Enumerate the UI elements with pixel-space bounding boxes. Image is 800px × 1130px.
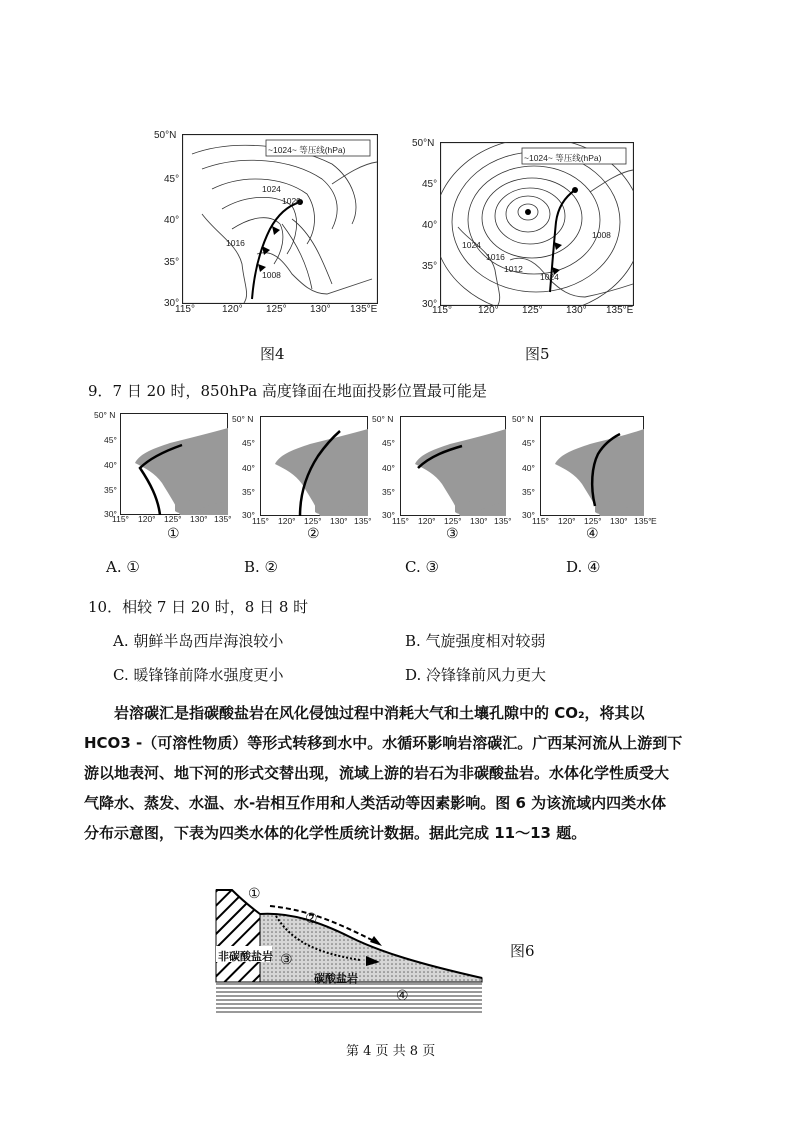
q9-stem: 9．7 日 20 时，850hPa 高度锋面在地面投影位置最可能是: [88, 382, 487, 400]
q9-map2-lat-30: 30°: [242, 510, 255, 520]
q10-option-b[interactable]: B. 气旋强度相对较弱: [405, 632, 546, 650]
fig5-isobar-1024: 1024: [462, 240, 481, 250]
fig5-isobar-1024b: 1024: [540, 272, 559, 282]
q9-map3-lon-125: 125°: [444, 516, 462, 526]
fig4-lon-130: 130°: [310, 304, 331, 315]
fig5-lat-50: 50°N: [412, 138, 435, 149]
fig4-lat-30: 30°: [164, 298, 180, 309]
q9-map3-lon-135: 135°: [494, 516, 512, 526]
q9-map2-lon-125: 125°: [304, 516, 322, 526]
q9-map4-lat-40: 40°: [522, 463, 535, 473]
fig5-lon-135: 135°E: [606, 305, 634, 316]
q9-map4-label: ④: [586, 526, 599, 542]
q9-map4-lon-135: 135°: [634, 516, 652, 526]
q9-map2-lon-120: 120°: [278, 516, 296, 526]
q9-map1-lon-120: 120°: [138, 514, 156, 524]
q9-map1-lon-125: 125°: [164, 514, 182, 524]
fig4-lat-35: 35°: [164, 257, 180, 268]
q9-map4-lat-35: 35°: [522, 487, 535, 497]
q9-map2-lat-40: 40°: [242, 463, 255, 473]
q9-map4-lat-45: 45°: [522, 438, 535, 448]
q9-map4-svg: [540, 416, 644, 516]
fig5-isobar-1008: 1008: [592, 230, 611, 240]
q9-option-d[interactable]: D. ④: [566, 558, 601, 576]
q9-map1-lat-45: 45°: [104, 435, 117, 445]
q9-map3-lat-50: 50° N: [372, 414, 394, 424]
q9-map3-svg: [400, 416, 506, 516]
q9-map3-lat-45: 45°: [382, 438, 395, 448]
q9-map3-lat-30: 30°: [382, 510, 395, 520]
fig4-lat-45: 45°: [164, 174, 180, 185]
fig4-lon-125: 125°: [266, 304, 287, 315]
q10-option-c[interactable]: C. 暖锋锋前降水强度更小: [113, 666, 284, 684]
q10-option-d[interactable]: D. 冷锋锋前风力更大: [405, 666, 547, 684]
q9-map4-lon-115: 115°: [532, 516, 549, 526]
passage-line-5: 分布示意图，下表为四类水体的化学性质统计数据。据此完成 11～13 题。: [84, 824, 587, 842]
fig5-lon-120: 120°: [478, 305, 499, 316]
fig6-label-4: ④: [396, 988, 409, 1004]
fig4-lon-135: 135°E: [350, 304, 378, 315]
fig5-caption: 图5: [525, 345, 550, 363]
q9-map3-lon-120: 120°: [418, 516, 436, 526]
q9-map1-lon-135: 135°: [214, 514, 232, 524]
q9-map3-lon-130: 130°: [470, 516, 488, 526]
fig4-lat-50: 50°N: [154, 130, 177, 141]
fig5-lon-125: 125°: [522, 305, 543, 316]
q9-map2-lon-130: 130°: [330, 516, 348, 526]
q9-map3-label: ③: [446, 526, 459, 542]
q9-option-b[interactable]: B. ②: [244, 558, 279, 576]
q9-option-c[interactable]: C. ③: [405, 558, 439, 576]
passage: [84, 698, 720, 848]
q10-stem: 10．相较 7 日 20 时，8 日 8 时: [88, 598, 309, 616]
fig4-isobar-1008: 1008: [262, 270, 281, 280]
fig6-label-3: ③: [280, 952, 293, 968]
q9-map4-lat-50: 50° N: [512, 414, 534, 424]
q10-option-a[interactable]: A. 朝鲜半岛西岸海浪较小: [113, 632, 284, 650]
q9-map4-lat-30: 30°: [522, 510, 535, 520]
q9-map2-svg: [260, 416, 368, 516]
q9-map2-label: ②: [307, 526, 320, 542]
q9-map1-svg: [120, 413, 228, 515]
q9-map1-lat-35: 35°: [104, 485, 117, 495]
fig6-rock-carbonate: 碳酸盐岩: [314, 972, 358, 985]
fig5-lat-30: 30°: [422, 299, 438, 310]
q9-map4-lon-120: 120°: [558, 516, 576, 526]
q9-map2-lat-45: 45°: [242, 438, 255, 448]
fig4-caption: 图4: [260, 345, 285, 363]
q9-map1-lon-130: 130°: [190, 514, 208, 524]
fig5-isobar-1016: 1016: [486, 252, 505, 262]
page-footer: 第 4 页 共 8 页: [346, 1044, 436, 1059]
passage-line-1: 岩溶碳汇是指碳酸盐岩在风化侵蚀过程中消耗大气和土壤孔隙中的 CO₂，将其以: [114, 704, 645, 722]
fig5-lat-45: 45°: [422, 179, 438, 190]
fig5-lon-115: 115°: [432, 305, 452, 316]
fig4-isobar-1024: 1024: [262, 184, 281, 194]
q9-map1-lat-30: 30°: [104, 509, 117, 519]
q9-map2-lon-135: 135°: [354, 516, 372, 526]
q9-map3-lat-40: 40°: [382, 463, 395, 473]
q9-map3-lat-35: 35°: [382, 487, 395, 497]
q9-map1-lat-50: 50° N: [94, 410, 116, 420]
fig5-lat-40: 40°: [422, 220, 438, 231]
fig5-lat-35: 35°: [422, 261, 438, 272]
passage-line-2: HCO3 -（可溶性物质）等形式转移到水中。水循环影响岩溶碳汇。广西某河流从上游到下: [84, 734, 683, 752]
fig4-lat-40: 40°: [164, 215, 180, 226]
passage-line-4: 气降水、蒸发、水温、水-岩相互作用和人类活动等因素影响。图 6 为该流域内四类水体: [84, 794, 667, 812]
fig6-label-2: ②: [305, 911, 318, 927]
q9-map4-lon-130: 130°: [610, 516, 628, 526]
fig5-legend: ~1024~ 等压线(hPa): [524, 153, 602, 163]
q9-map1-label: ①: [167, 526, 180, 542]
q9-map1-lon-115: 115°: [112, 514, 129, 524]
q9-option-a[interactable]: A. ①: [106, 558, 140, 576]
fig4-isobar-1016: 1016: [226, 238, 245, 248]
q9-map2-lat-50: 50° N: [232, 414, 254, 424]
fig5-isobar-1012: 1012: [504, 264, 523, 274]
fig6-rock-noncarbonate: 非碳酸盐岩: [218, 950, 273, 963]
fig4-lon-120: 120°: [222, 304, 243, 315]
q9-map2-lat-35: 35°: [242, 487, 255, 497]
q9-map4-lon-e: E: [651, 516, 657, 526]
q9-map3-lon-115: 115°: [392, 516, 409, 526]
fig4-isobar-1020: 1020: [282, 196, 301, 206]
fig4-lon-115: 115°: [175, 304, 195, 315]
fig4-legend: ~1024~ 等压线(hPa): [268, 145, 346, 155]
fig5-lon-130: 130°: [566, 305, 587, 316]
fig5-map: [440, 142, 634, 306]
fig6-label-1: ①: [248, 886, 261, 902]
q9-map1-lat-40: 40°: [104, 460, 117, 470]
q9-map2-lon-115: 115°: [252, 516, 269, 526]
passage-line-3: 游以地表河、地下河的形式交替出现，流域上游的岩石为非碳酸盐岩。水体化学性质受大: [84, 764, 670, 782]
fig6-caption: 图6: [510, 942, 535, 960]
q9-map4-lon-125: 125°: [584, 516, 602, 526]
